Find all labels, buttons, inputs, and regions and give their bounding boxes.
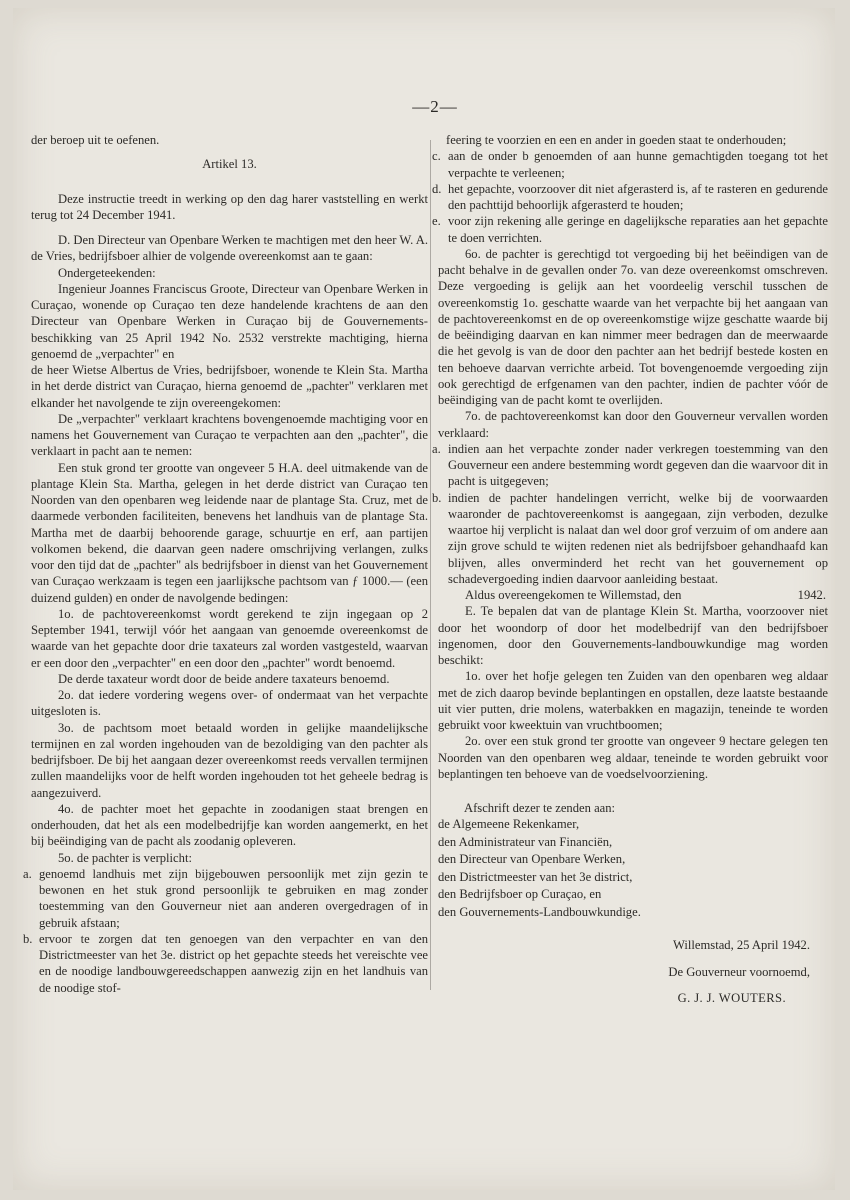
paragraph: 2o. dat iedere vordering wegens over- of ondermaat van het verpachte uitgesloten is. [31,688,428,719]
list-text: ervoor te zorgen dat ten genoegen van den verpachter en van den Districtmeester van het 3e. district op het gepachte steeds het vereischte vee en de noodige landbouwgereedschappen aanwezig zijn en het landhuis van de noodige stof- [39,931,428,995]
page-number: —2— [412,97,458,116]
list-item [432,213,828,246]
paragraph: 3o. de pachtsom moet betaald worden in gelijke maandelijksche termijnen en zal worden ingehouden van de bezoldiging van den pachter als bedrijfsboer. De bij het aangaan dezer overeenkomst reeds vervallen termijnen zullen maandelijks voor de helft worden ingehouden tot het geheele bedrag is aangezuiverd. [31,720,428,800]
list-label: c. [432,149,441,164]
paragraph: Deze instructie treedt in werking op den dag harer vaststelling en werkt terug tot 24 December 1941. [31,191,428,222]
list-item [432,181,828,214]
list-label: b. [432,490,442,505]
agreement-year: 1942. [797,588,826,602]
addressee: den Bedrijfsboer op Curaçao, en [438,887,602,902]
addressee: den Administrateur van Financiën, [438,834,613,849]
left-column [23,132,428,996]
paragraph: 1o. de pachtovereenkomst wordt gerekend te zijn ingegaan op 2 September 1941, terwijl vóór het aangaan van genoemde overeenkomst de waarde van het gepachte door drie taxateurs zal worden vastgesteld, waarvan er een door den „verpachter" en een door den „pachter" wordt benoemd. [31,606,428,670]
copy-heading: Afschrift dezer te zenden aan: [464,801,616,815]
agreement-date-line [438,587,828,603]
paragraph: feering te voorzien en een en ander in goeden staat te onderhouden; [446,133,787,147]
paragraph: 6o. de pachter is gerechtigd tot vergoeding bij het beëindigen van de pacht behalve in de gevallen onder 7o. van deze overeenkomst omschreven. Deze vergoeding is gelijk aan het voordeelig verschil tusschen de overeenkomstig 1o. geschatte waarde van het verpachte bij het aangaan van de pachtovereenkomst en de op overeenkomstige wijze geschatte waarde bij de beëindiging daarvan en kan nimmer meer bedragen dan de meerwaarde die het gevolg is van de door den pachter aan het bedrijf bestede kosten en ten behoeve daarvan verrichte arbeid. Tot bovengenoemde vergoeding zijn ook gerechtigd de erfgenamen van den pachter, indien de pachter vóór de beëindiging van de pacht komt te overlijden. [438,246,828,407]
addressee: den Directeur van Openbare Werken, [438,852,626,867]
paragraph: der beroep uit te oefenen. [31,133,160,147]
addressee: den Districtmeester van het 3e district, [438,869,633,884]
agreement-text: Aldus overeengekomen te Willemstad, den [465,588,682,602]
right-column [432,132,828,1006]
list-item [432,148,828,181]
signature-name: G. J. J. WOUTERS. [677,990,786,1005]
paragraph: 1o. over het hofje gelegen ten Zuiden van den openbaren weg aldaar met de zich daarop bevinde beplantingen en opstallen, deze laatste bestaande uit vier putten, drie molens, waterbakken en magazijn, teneinde te worden gebruikt voor kweektuin van vruchtboomen; [438,669,828,732]
place-date: Willemstad, 25 April 1942. [673,938,810,953]
paragraph: de heer Wietse Albertus de Vries, bedrijfsboer, wonende te Klein Sta. Martha in het derde district van Curaçao, hierna genoemd de „pachter" verklaren met elkander het navolgende te zijn overeengekomen: [31,363,428,410]
list-label: b. [23,931,33,946]
list-item [432,441,828,490]
column-divider [430,140,431,990]
paragraph: D. Den Directeur van Openbare Werken te machtigen met den heer W. A. de Vries, bedrijfsboer alhier de volgende overeenkomst aan te gaan: [31,233,428,264]
list-text: voor zijn rekening alle geringe en dagelijksche reparaties aan het gepachte te doen verrichten. [448,214,828,245]
paragraph: 5o. de pachter is verplicht: [58,850,192,865]
article-heading: Artikel 13. [202,157,257,172]
paragraph: Ingenieur Joannes Franciscus Groote, Directeur van Openbare Werken in Curaçao, wonende op Curaçao ten deze handelende krachtens de aan den Directeur van Openbare Werken in Curaçao bij de Gouvernements-beschikking van 25 April 1942 No. 2532 verstrekte machtiging, hierna genoemd de „verpachter" en [31,281,428,361]
paragraph: 7o. de pachtovereenkomst kan door den Gouverneur vervallen worden verklaard: [438,409,828,440]
paragraph: E. Te bepalen dat van de plantage Klein St. Martha, voorzoover niet door het woondorp of door het modelbedrijf van den bedrijfsboer ingenomen, door den Gouvernements-landbouwkundige mag worden beschikt: [438,604,828,667]
paragraph: De „verpachter" verklaart krachtens bovengenoemde machtiging voor en namens het Gouvernement van Curaçao te verpachten aan den „pachter", die verklaart in pacht aan te nemen: [31,411,428,459]
list-text: genoemd landhuis met zijn bijgebouwen persoonlijk met zijn gezin te bewonen en het stuk grond persoonlijk te gebruiken en mag zonder toestemming van den Gouverneur niet aan anderen overgedragen of in gebruik afstaan; [39,866,428,930]
paragraph: De derde taxateur wordt door de beide andere taxateurs benoemd. [58,671,390,686]
list-text: aan de onder b genoemden of aan hunne gemachtigden toegang tot het verpachte te verleenen; [448,149,828,180]
addressee-list [438,816,828,921]
list-label: e. [432,214,441,229]
list-item [23,931,428,996]
signature-title: De Gouverneur voornoemd, [668,964,810,979]
addressee: de Algemeene Rekenkamer, [438,817,580,832]
list-text: indien aan het verpachte zonder nader verkregen toestemming van den Gouverneur een andere bestemming wordt gegeven dan die waarvoor dit in pacht is uitgegeven; [448,441,828,489]
paragraph: 2o. over een stuk grond ter grootte van ongeveer 9 hectare gelegen ten Noorden van den openbaren weg aldaar, teneinde te worden gebruikt voor beplantingen ten behoeve van de voedselvoorziening. [438,734,828,781]
list-item [432,490,828,588]
list-label: d. [432,181,442,196]
paragraph: Ondergeteekenden: [58,265,156,280]
paragraph: Een stuk grond ter grootte van ongeveer 5 H.A. deel uitmakende van de plantage Klein Sta. Martha, gelegen in het derde district van Curaçao ten Noorden van den openbaren weg leidende naar de plantage Sta. Cruz, met de daarmede verbonden faciliteiten, benevens het landhuis van de plantage Sta. Martha met de daarbij behoorende garage, schuurtje en erf, aan partijen volkomen bekend, die daarvan geen nadere omschrijving verlangen, zulks voor den tijd dat de „pachter" als bedrijfsboer in dienst van het Gouvernement van Curaçao werkzaam is tegen een jaarlijksche pachtsom van ƒ 1000.— (een duizend gulden) en onder de navolgende bedingen: [31,460,428,605]
list-text: indien de pachter handelingen verricht, welke bij de voorwaarden waaronder de pachtovereenkomst is aangegaan, zijn verboden, dezulke waartoe hij verplicht is nalaat dan wel door grof verzuim of om andere aan zijn grove schuld te wijten redenen niet als bedrijfsboer gehandhaafd kan blijven, alles onverminderd het recht van het gouvernement op schadevergoeding indien daarvoor aanleiding bestaat. [448,490,828,586]
list-label: a. [432,441,441,456]
paragraph: 4o. de pachter moet het gepachte in zoodanigen staat brengen en onderhouden, dat het als een modelbedrijfje kan worden aangemerkt, en het bij beëindiging van de pacht als zoodanig opleveren. [31,801,428,849]
addressee: den Gouvernements-Landbouwkundige. [438,904,641,919]
list-label: a. [23,866,32,881]
list-item [23,866,428,931]
list-text: het gepachte, voorzoover dit niet afgerasterd is, af te rasteren en gedurende den pachttijd behoorlijk afgerasterd te houden; [448,181,828,212]
